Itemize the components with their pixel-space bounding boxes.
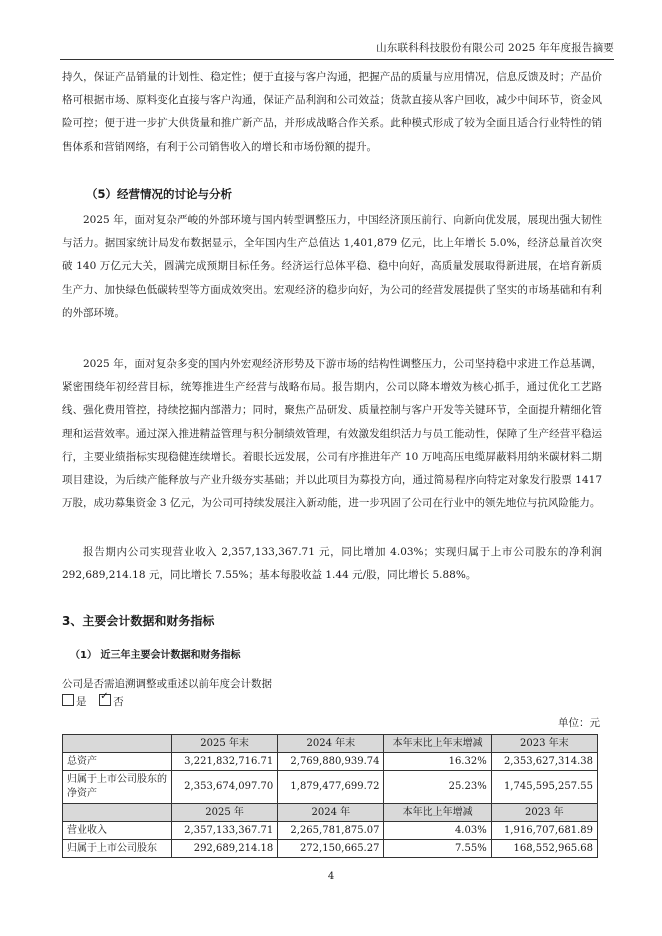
section5-paragraph-2: 2025 年，面对复杂多变的国内外宏观经济形势及下游市场的结构性调整压力，公司坚持稳中求进工作总基调，紧密围绕年初经营目标，统筹推进生产经营与战略布局。报告期内，公司以降本增效为核心抓手，通过优化工艺路线、强化费用管控，持续挖掘内部潜力；同时，聚焦产品研发、质量控制与客户开发等关键环节，全面提升精细化管理和运营效率。通过深入推进精益管理与积分制绩效管理，有效激发组织活力与员工能动性，保障了生产经营平稳运行，主要业绩指标实现稳健连续增长。着眼长远发展，公司有序推进年产 10 万吨高压电缆屏蔽料用纳米碳材料二期项目建设，为后续产能释放与产业升级夯实基础；并以此项目为募投方向，通过简易程序向特定对象发行股票 1417 万股，成功募集资金 3 亿元，为公司可持续发展注入新动能，进一步巩固了公司在行业中的领先地位与抗风险能力。: [62, 358, 602, 510]
financial-data-table: [62, 734, 598, 858]
checkbox-no-checked[interactable]: [99, 694, 111, 706]
table-header-cell: 2023 年: [491, 804, 597, 822]
row-label: 归属于上市公司股东的净资产: [63, 771, 172, 804]
intro-paragraph: 持久，保证产品销量的计划性、稳定性；便于直接与客户沟通，把握产品的质量与应用情况，信息反馈及时；产品价格可根据市场、原料变化直接与客户沟通，保证产品利润和公司效益；货款直接从客户回收，减少中间环节，资金风险可控；便于进一步扩大供货量和推广新产品，并形成战略合作关系。此种模式形成了较为全面且适合行业特性的销售体系和营销网络，有利于公司销售收入的增长和市场份额的提升。: [62, 71, 602, 153]
table-row: [63, 771, 598, 804]
section3-subheading: （1） 近三年主要会计数据和财务指标: [70, 650, 241, 661]
row-label: 总资产: [63, 753, 172, 771]
table-header-cell: 本年末比上年末增减: [384, 735, 491, 753]
table-header-cell: 2024 年: [278, 804, 384, 822]
table-row: [63, 753, 598, 771]
table-cell: 2,353,674,097.70: [172, 771, 278, 804]
table-header-cell: 2025 年末: [172, 735, 278, 753]
retro-adjust-question: 公司是否需追溯调整或重述以前年度会计数据: [62, 678, 272, 690]
table-header-cell: 2024 年末: [278, 735, 384, 753]
table-header-row: [63, 735, 598, 753]
table-header-cell: [63, 735, 172, 753]
section5-paragraph-1: 2025 年，面对复杂严峻的外部环境与国内转型调整压力，中国经济顶压前行、向新向优发展，展现出强大韧性与活力。据国家统计局发布数据显示，全年国内生产总值达 1,401,879 亿元，比上年增长 5.0%，经济总量首次突破 140 万亿元大关，圆满完成预期目标任务。经济运行总体平稳、稳中向好，高质量发展取得新进展，在培育新质生产力、加快绿色低碳转型等方面成效突出。宏观经济的稳步向好，为公司的经营发展提供了坚实的市场基础和有利的外部环境。: [62, 214, 602, 319]
table-cell: 2,353,627,314.38: [491, 753, 597, 771]
table-cell: 2,769,880,939.74: [278, 753, 384, 771]
table-header-cell: [63, 804, 172, 822]
option-yes-label: 是: [76, 696, 87, 708]
table-cell: 1,916,707,681.89: [491, 822, 597, 840]
table-cell: 2,357,133,367.71: [172, 822, 278, 840]
table-cell: 3,221,832,716.71: [172, 753, 278, 771]
section5-paragraph-3: 报告期内公司实现营业收入 2,357,133,367.71 元，同比增加 4.03%；实现归属于上市公司股东的净利润 292,689,214.18 元，同比增长 7.55%；基本每股收益 1.44 元/股，同比增长 5.88%。: [62, 546, 602, 582]
retro-adjust-options: [62, 694, 124, 709]
option-no-label: 否: [113, 696, 124, 708]
table-cell: 1,879,477,699.72: [278, 771, 384, 804]
table-cell: 16.32%: [384, 753, 491, 771]
table-header-row: [63, 804, 598, 822]
section3-heading: 3、主要会计数据和财务指标: [62, 614, 215, 628]
table-row: [63, 822, 598, 840]
table-cell: 7.55%: [384, 840, 491, 858]
table-cell: 292,689,214.18: [172, 840, 278, 858]
table-cell: 1,745,595,257.55: [491, 771, 597, 804]
section5-heading: （5）经营情况的讨论与分析: [86, 187, 233, 201]
row-label: 营业收入: [63, 822, 172, 840]
row-label: 归属于上市公司股东: [63, 840, 172, 858]
checkbox-yes[interactable]: [62, 694, 74, 706]
report-header-title: 山东联科科技股份有限公司 2025 年年度报告摘要: [376, 42, 614, 54]
table-cell: 168,552,965.68: [491, 840, 597, 858]
table-header-cell: 2023 年末: [491, 735, 597, 753]
table-row: [63, 840, 598, 858]
table-cell: 4.03%: [384, 822, 491, 840]
table-cell: 2,265,781,875.07: [278, 822, 384, 840]
header-divider: [60, 59, 614, 60]
page-number: 4: [327, 871, 335, 882]
unit-label: 单位：元: [558, 717, 600, 729]
table-header-cell: 2025 年: [172, 804, 278, 822]
table-cell: 25.23%: [384, 771, 491, 804]
table-header-cell: 本年比上年增减: [384, 804, 491, 822]
table-cell: 272,150,665.27: [278, 840, 384, 858]
